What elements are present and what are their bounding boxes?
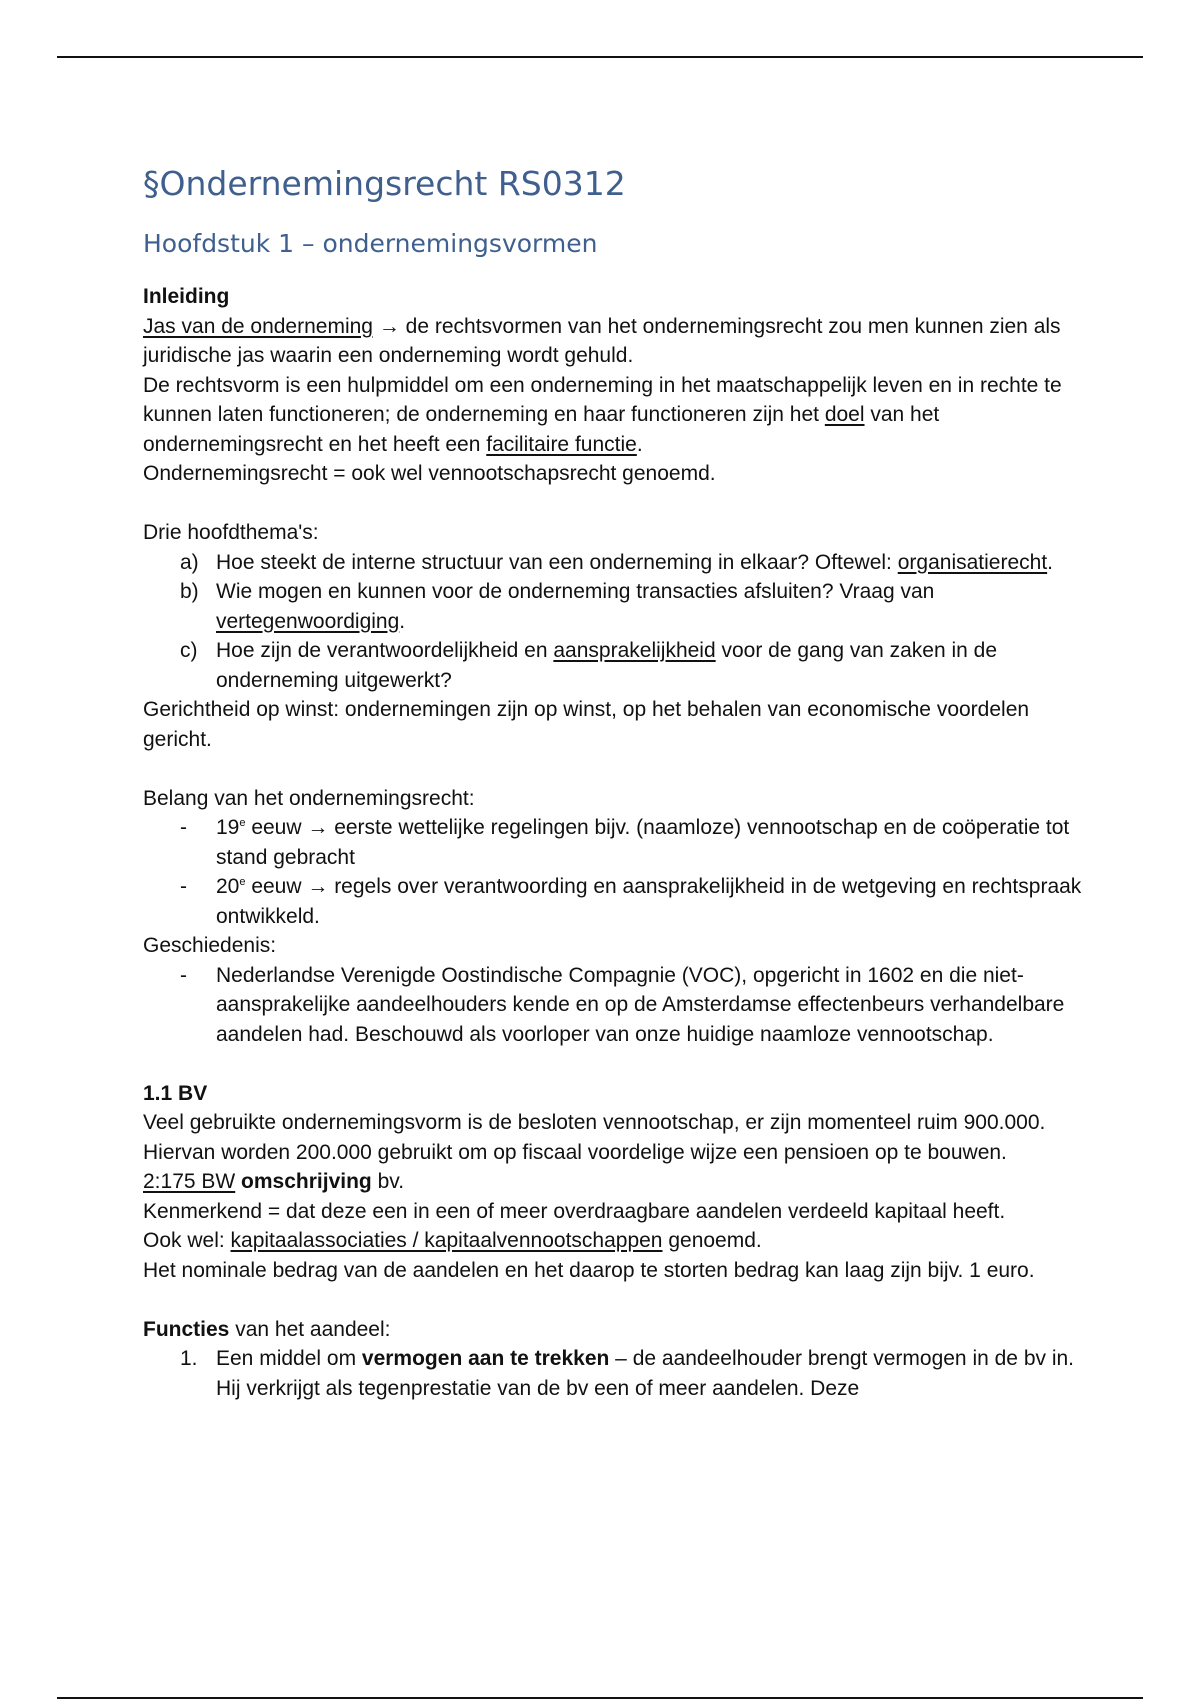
functies-heading: Functies van het aandeel: <box>143 1317 391 1341</box>
themas-list <box>143 548 1083 696</box>
inleiding-paragraph-2: De rechtsvorm is een hulpmiddel om een onderneming in het maatschappelijk leven en in rechte te kunnen laten functioneren; de onderneming en haar functioneren zijn het doel van het ondernemingsrecht en het heeft een facilitaire functie. <box>143 373 1062 456</box>
list-item: 1. Een middel om vermogen aan te trekken – de aandeelhouder brengt vermogen in de bv in. Hij verkrijgt als tegenprestatie van de bv een of meer aandelen. Deze <box>180 1347 1075 1400</box>
list-item: - 19e eeuw → eerste wettelijke regelingen bijv. (naamloze) vennootschap en de coöperatie tot stand gebracht <box>180 816 1070 869</box>
geschiedenis-heading: Geschiedenis: <box>143 934 277 957</box>
winst-paragraph: Gerichtheid op winst: ondernemingen zijn op winst, op het behalen van economische voordelen gericht. <box>143 698 1030 751</box>
list-item: c) Hoe zijn de verantwoordelijkheid en aansprakelijkheid voor de gang van zaken in de onderneming uitgewerkt? <box>180 639 998 692</box>
inleiding-paragraph-1: Jas van de onderneming → de rechtsvormen van het ondernemingsrecht zou men kunnen zien als juridische jas waarin een onderneming wordt gehuld. <box>143 314 1061 367</box>
geschiedenis-list <box>143 961 1083 1050</box>
document-body <box>143 160 1083 1403</box>
inleiding-heading: Inleiding <box>143 285 230 308</box>
inleiding-paragraph-3: Ondernemingsrecht = ook wel vennootschapsrecht genoemd. <box>143 462 716 485</box>
bv-paragraph-5: Het nominale bedrag van de aandelen en het daarop te storten bedrag kan laag zijn bijv. 1 euro. <box>143 1258 1035 1282</box>
list-item: - Nederlandse Verenigde Oostindische Compagnie (VOC), opgericht in 1602 en die niet-aansprakelijke aandeelhouders kende en op de Amsterdamse effectenbeurs verhandelbare aandelen had. Beschouwd als voorloper van onze huidige naamloze vennootschap. <box>180 963 1065 1046</box>
footer-rule <box>57 1697 1143 1699</box>
belang-heading: Belang van het ondernemingsrecht: <box>143 786 475 810</box>
bv-paragraph-4: Ook wel: kapitaalassociaties / kapitaalvennootschappen genoemd. <box>143 1229 762 1252</box>
bv-paragraph-2: 2:175 BW omschrijving bv. <box>143 1170 405 1193</box>
bv-paragraph-3: Kenmerkend = dat deze een in een of meer overdraagbare aandelen verdeeld kapitaal heeft. <box>143 1199 1006 1223</box>
belang-list <box>143 813 1083 931</box>
chapter-heading: Hoofdstuk 1 – ondernemingsvormen <box>143 229 598 258</box>
functies-list <box>143 1344 1083 1403</box>
list-item: - 20e eeuw → regels over verantwoording en aansprakelijkheid in de wetgeving en rechtspraak ontwikkeld. <box>180 875 1082 928</box>
page-title: §Ondernemingsrecht RS0312 <box>143 164 626 203</box>
list-item: b) Wie mogen en kunnen voor de onderneming transacties afsluiten? Vraag van vertegenwoordiging. <box>180 580 935 633</box>
themas-heading: Drie hoofdthema's: <box>143 521 319 544</box>
term-jas: Jas van de onderneming <box>143 314 373 338</box>
bv-heading: 1.1 BV <box>143 1081 208 1105</box>
list-item: a) Hoe steekt de interne structuur van een onderneming in elkaar? Oftewel: organisatierecht. <box>180 550 1053 574</box>
bv-paragraph-1: Veel gebruikte ondernemingsvorm is de besloten vennootschap, er zijn momenteel ruim 900.000. Hiervan worden 200.000 gebruikt om op fiscaal voordelige wijze een pensioen op te bouwen. <box>143 1111 1046 1164</box>
header-rule <box>57 56 1143 58</box>
